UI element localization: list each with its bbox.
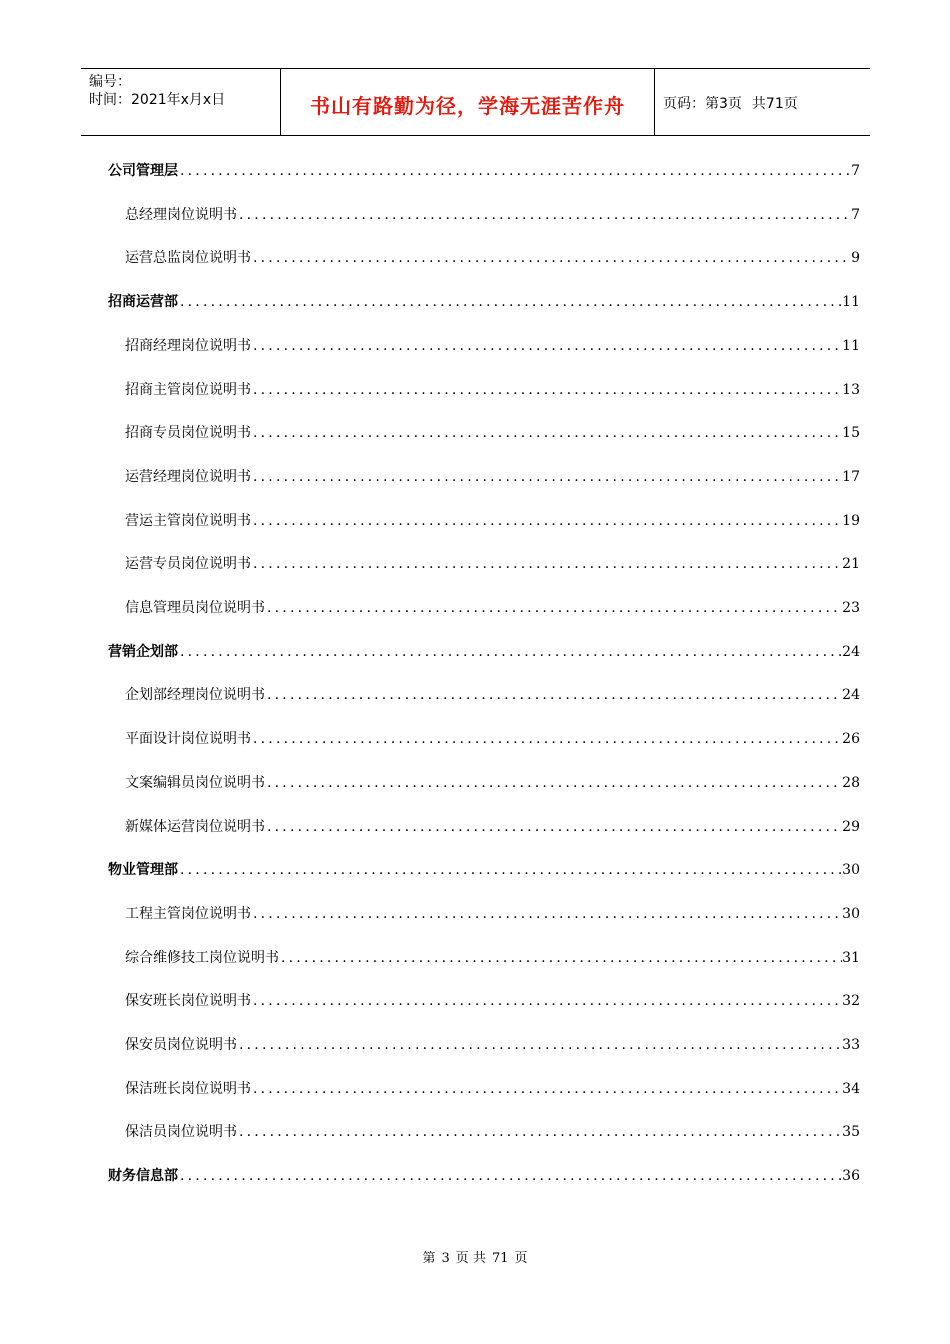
toc-entry-page: 34: [842, 1081, 860, 1097]
toc-dot-leader: [251, 422, 842, 444]
toc-entry[interactable]: [125, 335, 860, 357]
footer-total-pages: 71: [491, 1251, 509, 1266]
toc-entry[interactable]: [125, 379, 860, 401]
toc-section-entry[interactable]: [108, 641, 860, 663]
toc-dot-leader: [251, 728, 842, 750]
toc-dot-leader: [251, 510, 842, 532]
toc-dot-leader: [237, 1034, 842, 1056]
toc-dot-leader: [251, 247, 851, 269]
toc-dot-leader: [237, 1121, 842, 1143]
header-slogan-cell: [281, 69, 655, 135]
toc-entry-page: 15: [842, 425, 860, 441]
toc-entry-title: 招商专员岗位说明书: [125, 425, 251, 441]
toc-entry-page: 11: [842, 294, 860, 310]
toc-dot-leader: [251, 466, 842, 488]
toc-dot-leader: [265, 597, 842, 619]
toc-dot-leader: [178, 160, 851, 182]
toc-entry-page: 26: [842, 731, 860, 747]
toc-entry[interactable]: [125, 597, 860, 619]
footer-suffix: 页: [514, 1251, 528, 1266]
document-header: [81, 68, 870, 136]
toc-section-entry[interactable]: [108, 859, 860, 881]
toc-dot-leader: [251, 990, 842, 1012]
toc-dot-leader: [265, 816, 842, 838]
toc-entry-title: 营运主管岗位说明书: [125, 513, 251, 529]
toc-dot-leader: [251, 1078, 842, 1100]
footer-prefix: 第: [422, 1251, 436, 1266]
toc-entry-title: 综合维修技工岗位说明书: [125, 950, 279, 966]
toc-entry-page: 28: [842, 775, 860, 791]
toc-dot-leader: [251, 335, 842, 357]
toc-entry-page: 21: [842, 556, 860, 572]
toc-entry-page: 13: [842, 382, 860, 398]
toc-dot-leader: [279, 947, 842, 969]
toc-entry-title: 保洁员岗位说明书: [125, 1124, 237, 1140]
toc-entry[interactable]: [125, 903, 860, 925]
toc-entry-title: 保洁班长岗位说明书: [125, 1081, 251, 1097]
toc-entry-page: 29: [842, 819, 860, 835]
toc-entry-page: 11: [842, 338, 860, 354]
toc-entry[interactable]: [125, 510, 860, 532]
toc-entry-page: 7: [851, 163, 860, 179]
toc-dot-leader: [237, 204, 851, 226]
toc-dot-leader: [178, 859, 842, 881]
toc-entry-title: 公司管理层: [108, 163, 178, 179]
toc-entry-title: 运营专员岗位说明书: [125, 556, 251, 572]
toc-entry-page: 23: [842, 600, 860, 616]
toc-dot-leader: [251, 379, 842, 401]
toc-entry-title: 工程主管岗位说明书: [125, 906, 251, 922]
toc-dot-leader: [251, 903, 842, 925]
toc-entry[interactable]: [125, 247, 860, 269]
toc-entry[interactable]: [125, 947, 860, 969]
document-number-label: 编号：: [89, 74, 131, 90]
toc-entry-title: 新媒体运营岗位说明书: [125, 819, 265, 835]
header-slogan: 书山有路勤为径，学海无涯苦作舟: [310, 93, 625, 118]
toc-section-entry[interactable]: [108, 291, 860, 313]
toc-section-entry[interactable]: [108, 160, 860, 182]
toc-entry-title: 信息管理员岗位说明书: [125, 600, 265, 616]
toc-entry-title: 招商运营部: [108, 294, 178, 310]
page-footer: [0, 1247, 950, 1266]
footer-page-number: 3: [441, 1251, 450, 1266]
document-time-label: 时间：2021年x月x日: [89, 92, 226, 108]
toc-entry[interactable]: [125, 422, 860, 444]
toc-entry[interactable]: [125, 728, 860, 750]
toc-entry[interactable]: [125, 204, 860, 226]
toc-entry-page: 24: [842, 687, 860, 703]
toc-entry-title: 保安员岗位说明书: [125, 1037, 237, 1053]
header-page-cell: [655, 69, 870, 135]
toc-entry-page: 30: [842, 906, 860, 922]
header-info-cell: [81, 69, 281, 135]
toc-entry[interactable]: [125, 816, 860, 838]
toc-entry-title: 招商主管岗位说明书: [125, 382, 251, 398]
toc-entry-title: 平面设计岗位说明书: [125, 731, 251, 747]
toc-entry-title: 保安班长岗位说明书: [125, 993, 251, 1009]
toc-dot-leader: [178, 291, 842, 313]
toc-entry-title: 文案编辑员岗位说明书: [125, 775, 265, 791]
toc-entry[interactable]: [125, 466, 860, 488]
toc-entry-page: 35: [842, 1124, 860, 1140]
toc-entry-page: 36: [842, 1168, 860, 1184]
toc-entry-page: 30: [842, 862, 860, 878]
toc-section-entry[interactable]: [108, 1165, 860, 1187]
toc-entry[interactable]: [125, 772, 860, 794]
toc-dot-leader: [178, 641, 842, 663]
toc-entry-page: 31: [842, 950, 860, 966]
toc-entry-title: 物业管理部: [108, 862, 178, 878]
toc-dot-leader: [265, 684, 842, 706]
header-page-label: 页码：第3页: [663, 96, 742, 112]
toc-entry-title: 企划部经理岗位说明书: [125, 687, 265, 703]
toc-entry-page: 17: [842, 469, 860, 485]
toc-entry-title: 财务信息部: [108, 1168, 178, 1184]
header-page-total: 共71页: [751, 96, 798, 112]
toc-entry-page: 33: [842, 1037, 860, 1053]
toc-entry-page: 7: [851, 207, 860, 223]
toc-dot-leader: [265, 772, 842, 794]
toc-entry[interactable]: [125, 1078, 860, 1100]
toc-entry[interactable]: [125, 1121, 860, 1143]
footer-mid: 页 共: [455, 1251, 486, 1266]
toc-entry-title: 总经理岗位说明书: [125, 207, 237, 223]
toc-entry-page: 9: [851, 250, 860, 266]
toc-entry[interactable]: [125, 553, 860, 575]
toc-entry-title: 招商经理岗位说明书: [125, 338, 251, 354]
toc-dot-leader: [251, 553, 842, 575]
toc-entry-title: 营销企划部: [108, 644, 178, 660]
toc-entry-title: 运营经理岗位说明书: [125, 469, 251, 485]
toc-entry[interactable]: [125, 990, 860, 1012]
toc-entry-page: 24: [842, 644, 860, 660]
toc-entry[interactable]: [125, 684, 860, 706]
toc-entry-title: 运营总监岗位说明书: [125, 250, 251, 266]
toc-entry-page: 19: [842, 513, 860, 529]
toc-entry-page: 32: [842, 993, 860, 1009]
toc-entry[interactable]: [125, 1034, 860, 1056]
toc-dot-leader: [178, 1165, 842, 1187]
